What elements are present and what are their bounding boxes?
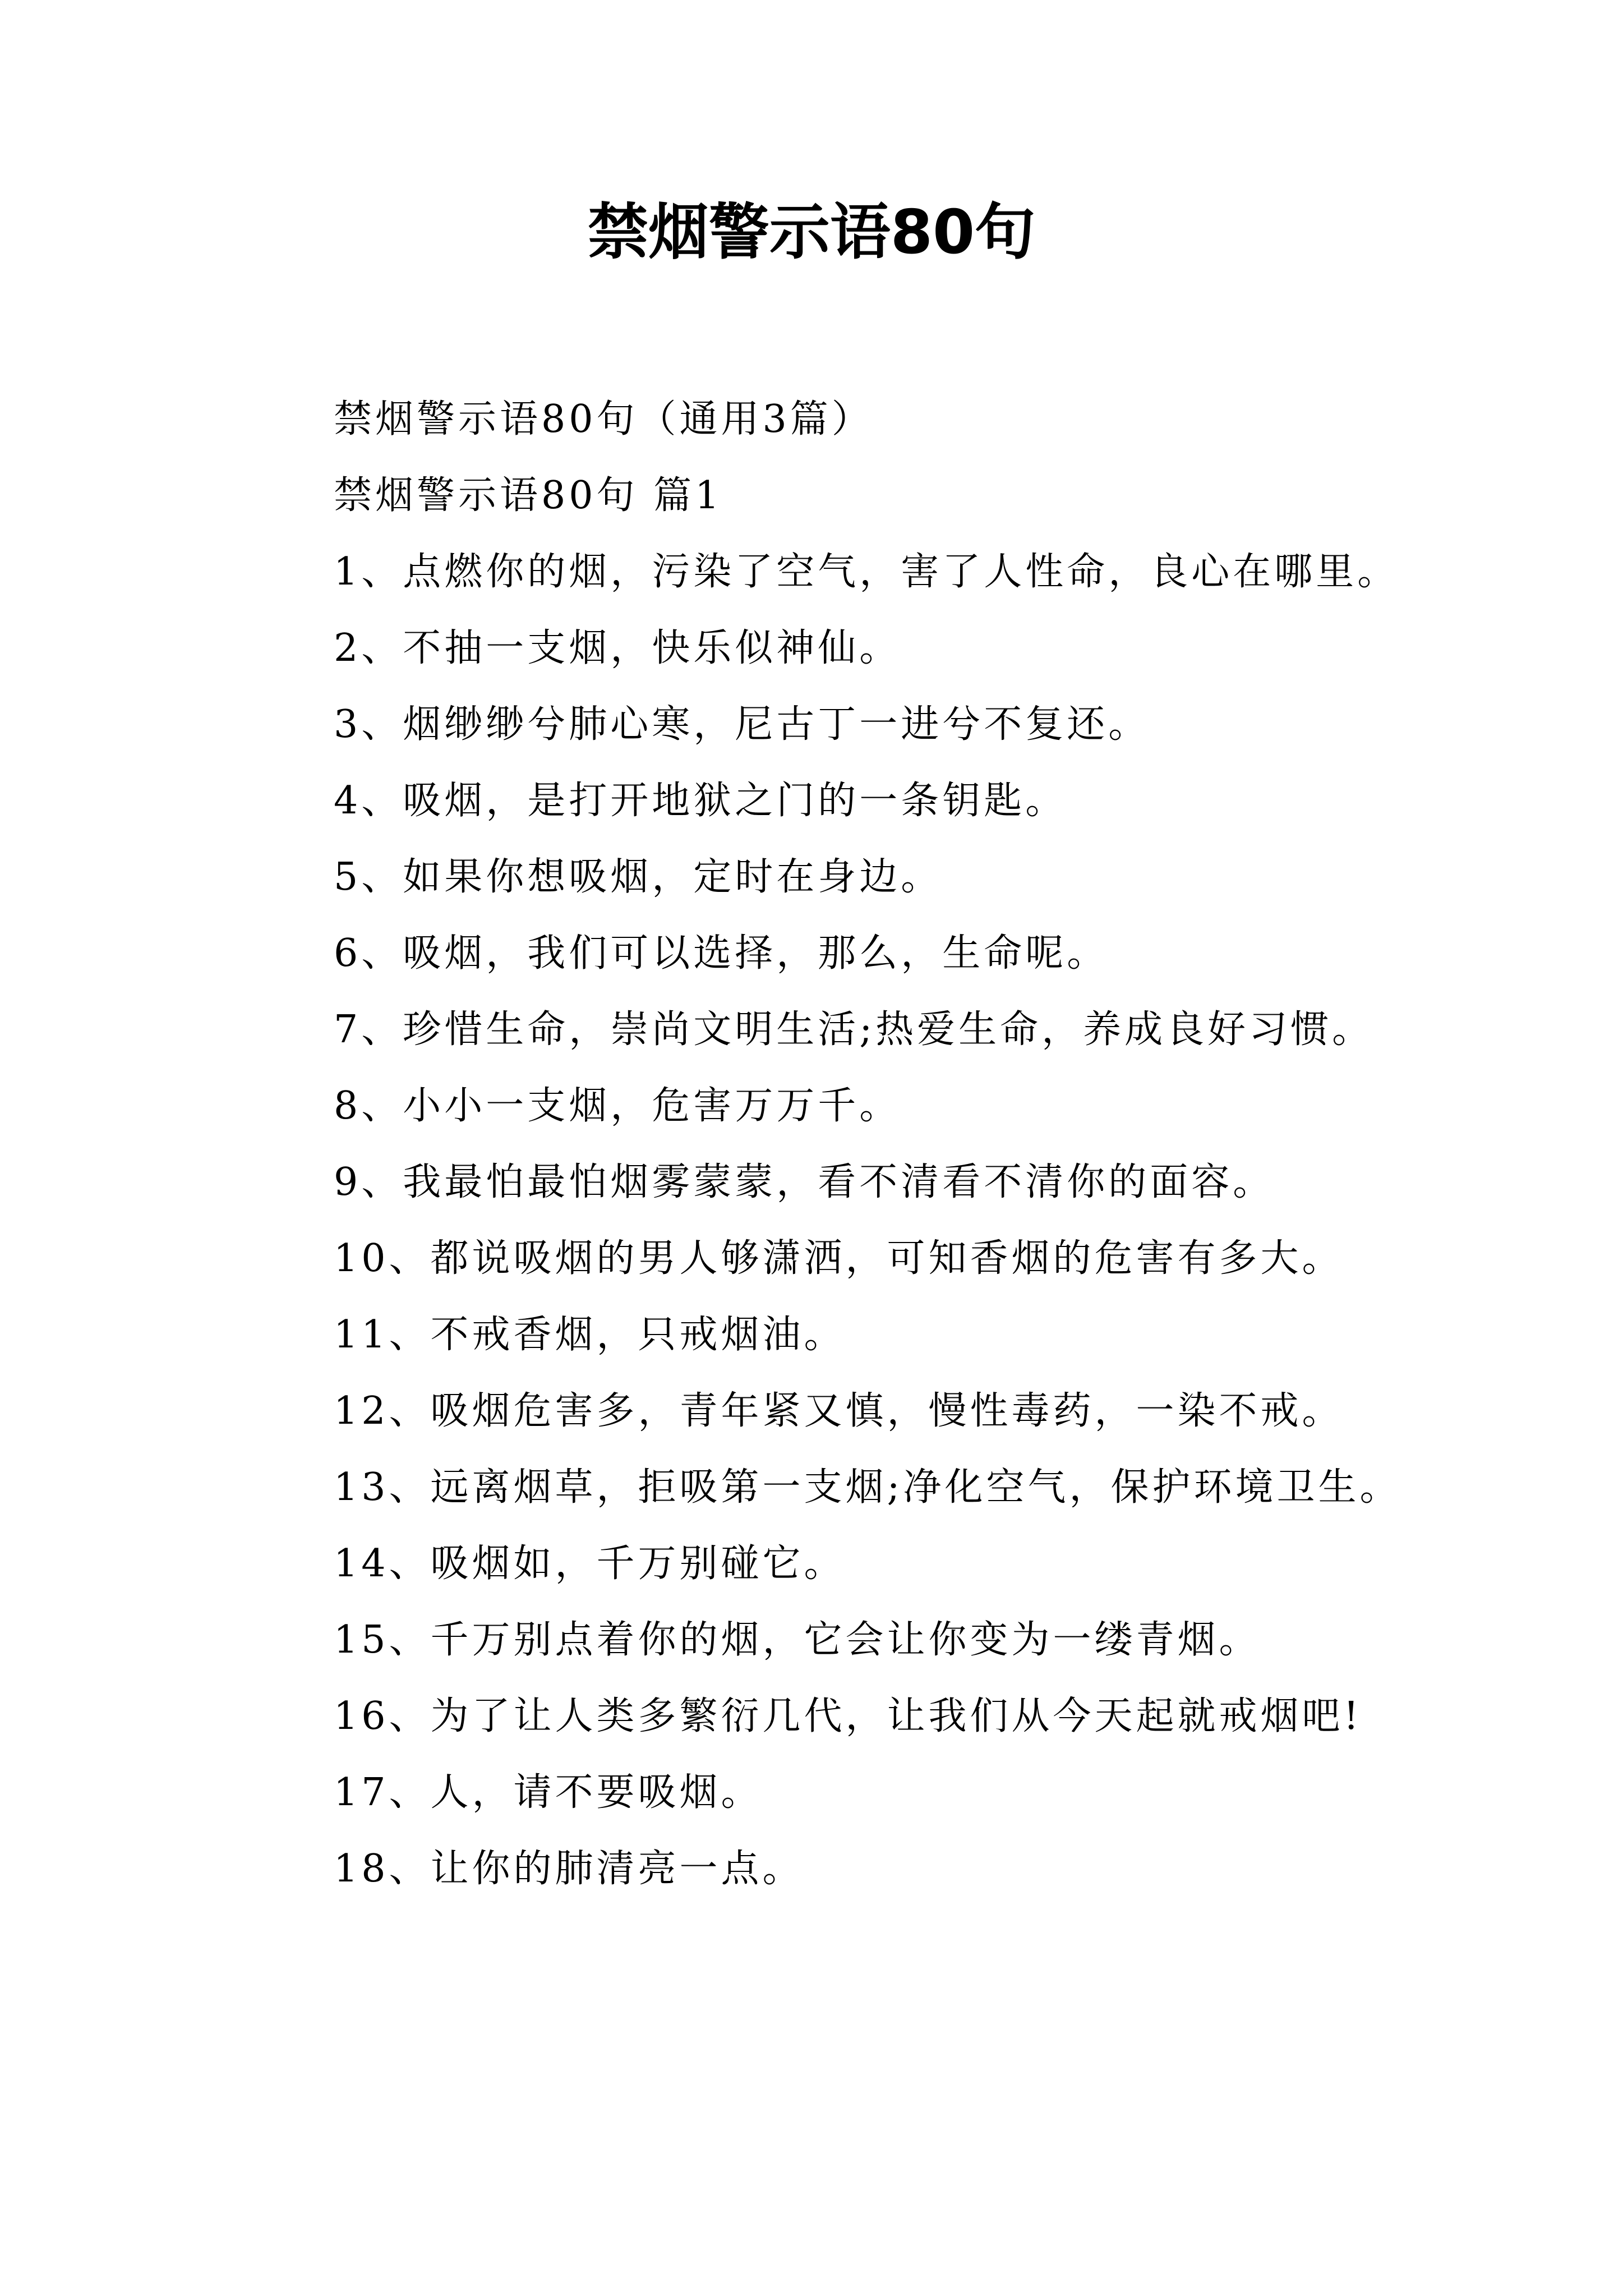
slogan-item: 15、千万别点着你的烟，它会让你变为一缕青烟。 [334, 1618, 1261, 1662]
slogan-item: 4、吸烟，是打开地狱之门的一条钥匙。 [334, 779, 1067, 823]
slogan-item: 11、不戒香烟，只戒烟油。 [334, 1313, 846, 1357]
slogan-item: 6、吸烟，我们可以选择，那么，生命呢。 [334, 931, 1109, 976]
slogan-item: 16、为了让人类多繁衍几代，让我们从今天起就戒烟吧! [334, 1694, 1362, 1738]
slogan-item: 18、让你的肺清亮一点。 [334, 1847, 804, 1891]
document-body [250, 381, 1405, 1907]
slogan-item: 14、吸烟如，千万别碰它。 [334, 1542, 846, 1586]
slogan-item: 9、我最怕最怕烟雾蒙蒙，看不清看不清你的面容。 [334, 1160, 1275, 1204]
document-title: 禁烟警示语80句 [587, 197, 1036, 268]
slogan-item: 12、吸烟危害多，青年紧又慎，慢性毒药，一染不戒。 [334, 1389, 1344, 1433]
slogan-item: 10、都说吸烟的男人够潇洒，可知香烟的危害有多大。 [334, 1236, 1344, 1281]
slogan-item: 1、点燃你的烟，污染了空气，害了人性命，良心在哪里。 [334, 550, 1399, 594]
slogan-item: 7、珍惜生命，崇尚文明生活;热爱生命，养成良好习惯。 [334, 1007, 1374, 1052]
slogan-item: 2、不抽一支烟，快乐似神仙。 [334, 626, 901, 670]
slogan-item: 5、如果你想吸烟，定时在身边。 [334, 855, 943, 899]
slogan-item: 8、小小一支烟，危害万万千。 [334, 1084, 901, 1128]
section-heading: 禁烟警示语80句 篇1 [334, 473, 723, 518]
subtitle-paragraph: 禁烟警示语80句（通用3篇） [334, 397, 873, 441]
slogan-item: 17、人，请不要吸烟。 [334, 1770, 763, 1815]
slogan-item: 13、远离烟草，拒吸第一支烟;净化空气，保护环境卫生。 [334, 1465, 1401, 1510]
slogan-item: 3、烟缈缈兮肺心寒，尼古丁一进兮不复还。 [334, 702, 1150, 747]
